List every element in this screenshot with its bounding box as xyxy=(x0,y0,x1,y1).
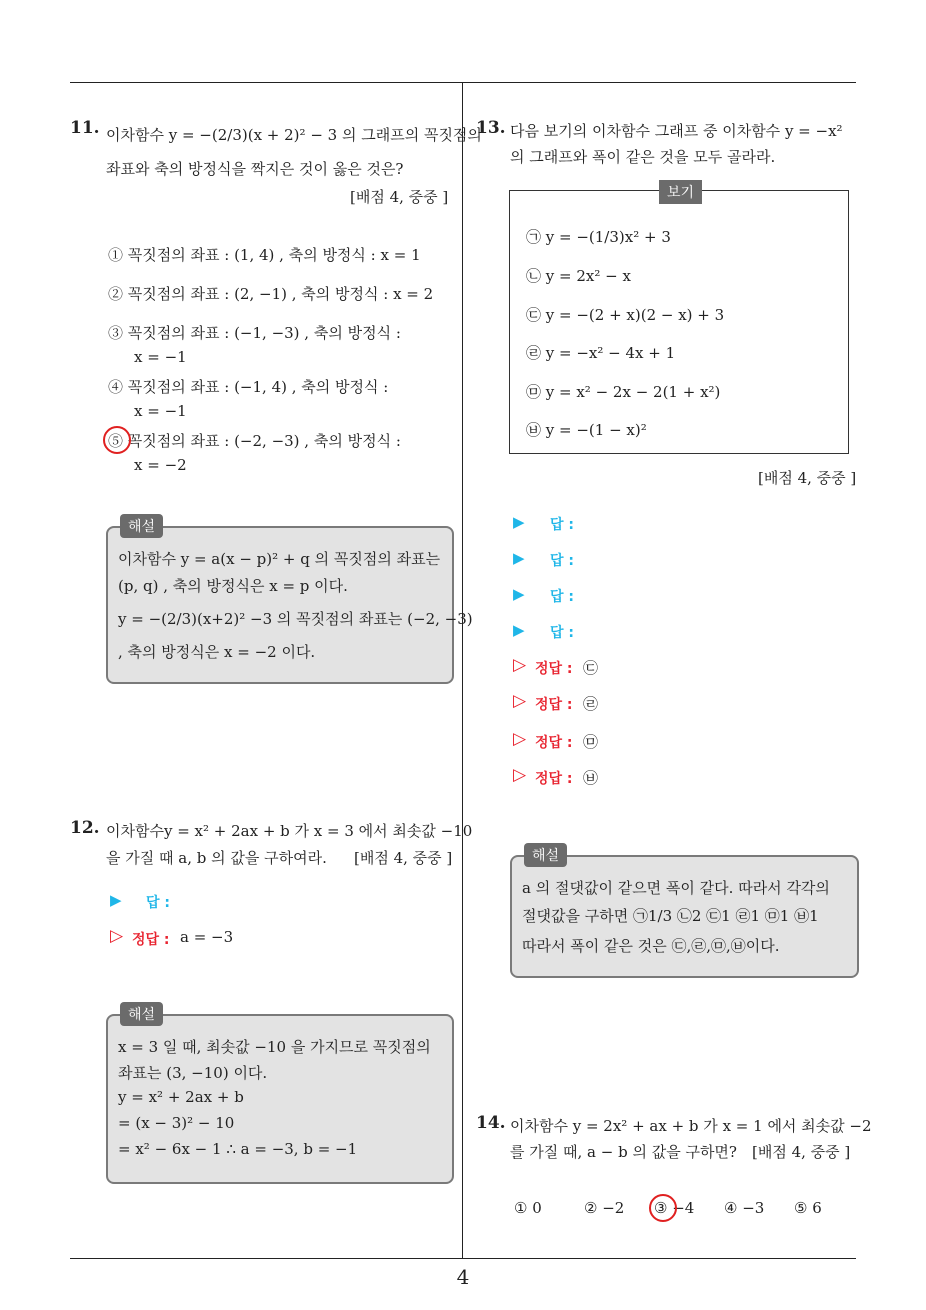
bogi-item: ㉡ y = 2x² − x xyxy=(526,267,631,285)
correct-label: 정답 : xyxy=(535,661,573,677)
page-number: 4 xyxy=(456,1265,470,1289)
explanation-tag: 해설 xyxy=(120,1002,163,1026)
score-label: [배점 4, 중중 ] xyxy=(752,1143,851,1161)
explanation-text: (p, q) , 축의 방정식은 x = p 이다. xyxy=(118,577,348,595)
correct-arrow-icon: ▷ xyxy=(513,655,527,675)
correct-value: ㉤ xyxy=(583,733,599,751)
option-5[interactable]: ⑤ 6 xyxy=(794,1199,822,1217)
correct-label: 정답 : xyxy=(535,771,573,787)
option-5[interactable]: ⑤ 꼭짓점의 좌표 : (−2, −3) , 축의 방정식 : xyxy=(108,432,401,450)
option-4[interactable]: ④ −3 xyxy=(724,1199,765,1217)
option-1[interactable]: ① 0 xyxy=(514,1199,542,1217)
option-1[interactable]: ① 꼭짓점의 좌표 : (1, 4) , 축의 방정식 : x = 1 xyxy=(108,246,421,264)
question-text: 의 그래프와 폭이 같은 것을 모두 골라라. xyxy=(510,148,776,166)
score-label: [배점 4, 중중 ] xyxy=(350,188,449,206)
explanation-text: = x² − 6x − 1 ∴ a = −3, b = −1 xyxy=(118,1140,358,1158)
answer-arrow-icon: ▶ xyxy=(513,621,525,639)
option-3[interactable]: ③ 꼭짓점의 좌표 : (−1, −3) , 축의 방정식 : xyxy=(108,324,401,342)
explanation-tag: 해설 xyxy=(120,514,163,538)
correct-arrow-icon: ▷ xyxy=(513,729,527,749)
correct-arrow-icon: ▷ xyxy=(110,926,124,946)
answer-label[interactable]: 답 : xyxy=(550,589,574,605)
explanation-text: , 축의 방정식은 x = −2 이다. xyxy=(118,643,316,661)
option-3[interactable]: ③ −4 xyxy=(654,1199,695,1217)
question-text: 좌표와 축의 방정식을 짝지은 것이 옳은 것은? xyxy=(106,160,404,178)
top-rule xyxy=(70,82,856,83)
question-text: 을 가질 때 a, b 의 값을 구하여라. xyxy=(106,849,327,867)
bogi-item: ㉠ y = −(1/3)x² + 3 xyxy=(526,228,671,246)
selected-answer-mark xyxy=(103,426,131,454)
option-5-cont: x = −2 xyxy=(134,456,187,474)
score-label: [배점 4, 중중 ] xyxy=(758,469,857,487)
correct-arrow-icon: ▷ xyxy=(513,691,527,711)
correct-value: ㉢ xyxy=(583,659,599,677)
question-text: 이차함수y = x² + 2ax + b 가 x = 3 에서 최솟값 −10 xyxy=(106,822,473,840)
correct-label: 정답 : xyxy=(132,932,170,948)
answer-label[interactable]: 답 : xyxy=(550,553,574,569)
explanation-text: = (x − 3)² − 10 xyxy=(118,1114,235,1132)
answer-arrow-icon: ▶ xyxy=(513,513,525,531)
answer-arrow-icon: ▶ xyxy=(110,891,122,909)
answer-label[interactable]: 답 : xyxy=(146,895,170,911)
correct-value: ㉥ xyxy=(583,769,599,787)
explanation-text: a 의 절댓값이 같으면 폭이 같다. 따라서 각각의 xyxy=(522,879,830,897)
selected-answer-mark xyxy=(649,1194,677,1222)
option-4-cont: x = −1 xyxy=(134,402,187,420)
score-label: [배점 4, 중중 ] xyxy=(354,849,453,867)
correct-label: 정답 : xyxy=(535,697,573,713)
explanation-text: x = 3 일 때, 최솟값 −10 을 가지므로 꼭짓점의 xyxy=(118,1038,431,1056)
question-number: 11. xyxy=(70,118,100,138)
explanation-tag: 해설 xyxy=(524,843,567,867)
question-text: 다음 보기의 이차함수 그래프 중 이차함수 y = −x² xyxy=(510,122,843,140)
bogi-item: ㉥ y = −(1 − x)² xyxy=(526,421,647,439)
bogi-item: ㉤ y = x² − 2x − 2(1 + x²) xyxy=(526,383,721,401)
explanation-text: 이차함수 y = a(x − p)² + q 의 꼭짓점의 좌표는 xyxy=(118,550,441,568)
correct-value: a = −3 xyxy=(180,928,234,946)
question-text: 이차함수 y = −(2/3)(x + 2)² − 3 의 그래프의 꼭짓점의 xyxy=(106,126,482,144)
question-text: 를 가질 때, a − b 의 값을 구하면? xyxy=(510,1143,737,1161)
bottom-rule xyxy=(70,1258,856,1259)
answer-arrow-icon: ▶ xyxy=(513,585,525,603)
option-4[interactable]: ④ 꼭짓점의 좌표 : (−1, 4) , 축의 방정식 : xyxy=(108,378,389,396)
answer-arrow-icon: ▶ xyxy=(513,549,525,567)
option-2[interactable]: ② −2 xyxy=(584,1199,625,1217)
answer-label[interactable]: 답 : xyxy=(550,517,574,533)
explanation-text: y = −(2/3)(x+2)² −3 의 꼭짓점의 좌표는 (−2, −3) xyxy=(118,610,473,628)
question-number: 13. xyxy=(476,118,506,138)
correct-value: ㉣ xyxy=(583,695,599,713)
column-divider xyxy=(462,82,463,1258)
bogi-item: ㉣ y = −x² − 4x + 1 xyxy=(526,344,676,362)
explanation-text: 절댓값을 구하면 ㉠1/3 ㉡2 ㉢1 ㉣1 ㉤1 ㉥1 xyxy=(522,907,819,925)
answer-label[interactable]: 답 : xyxy=(550,625,574,641)
question-number: 14. xyxy=(476,1113,506,1133)
bogi-item: ㉢ y = −(2 + x)(2 − x) + 3 xyxy=(526,306,725,324)
correct-label: 정답 : xyxy=(535,735,573,751)
explanation-text: 따라서 폭이 같은 것은 ㉢,㉣,㉤,㉥이다. xyxy=(522,937,780,955)
question-number: 12. xyxy=(70,818,100,838)
bogi-tag: 보기 xyxy=(659,180,702,204)
option-3-cont: x = −1 xyxy=(134,348,187,366)
explanation-text: 좌표는 (3, −10) 이다. xyxy=(118,1064,268,1082)
correct-arrow-icon: ▷ xyxy=(513,765,527,785)
question-text: 이차함수 y = 2x² + ax + b 가 x = 1 에서 최솟값 −2 xyxy=(510,1117,872,1135)
option-2[interactable]: ② 꼭짓점의 좌표 : (2, −1) , 축의 방정식 : x = 2 xyxy=(108,285,434,303)
explanation-text: y = x² + 2ax + b xyxy=(118,1088,244,1106)
